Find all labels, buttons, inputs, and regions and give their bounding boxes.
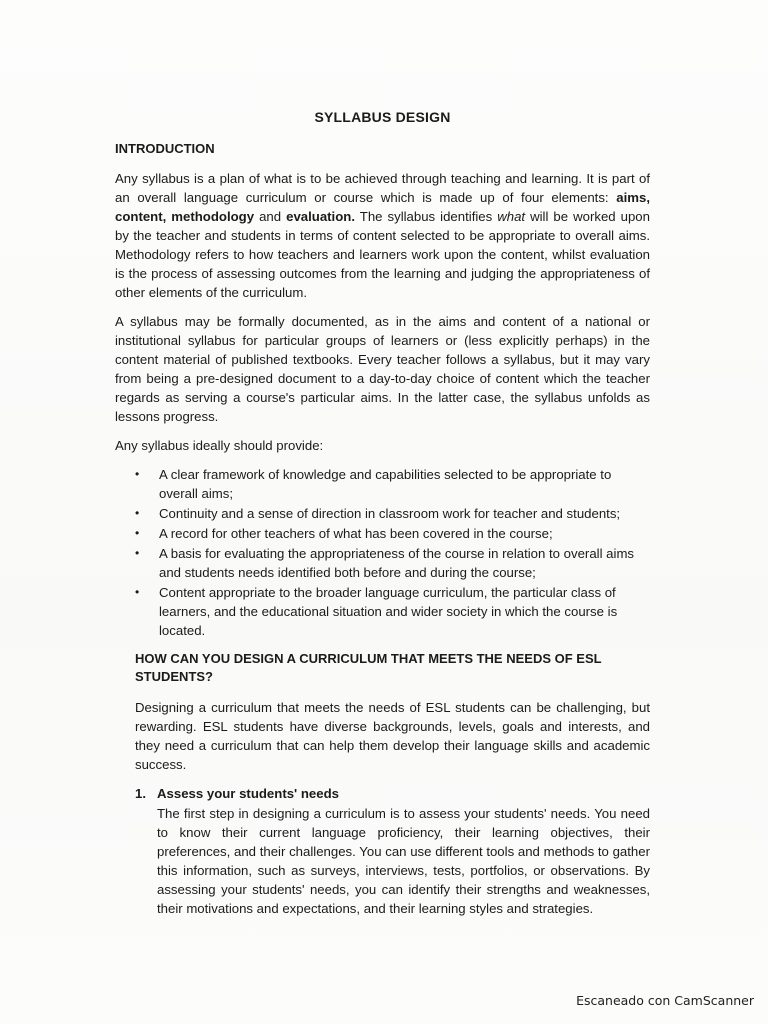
esl-curriculum-heading: HOW CAN YOU DESIGN A CURRICULUM THAT MEETS THE NEEDS OF ESL STUDENTS? <box>135 651 602 684</box>
step-1-body: The first step in designing a curriculum is to assess your students' needs. You need to know their current language proficiency, their learning objectives, their preferences, and their challenges. You can use different tools and methods to gather this information, such as surveys, interviews, tests, portfolios, or observations. By assessing your students' needs, you can identify their strengths and weaknesses, their motivations and expectations, and their learning styles and strategies. <box>157 806 650 916</box>
intro-p1-part1: Any syllabus is a plan of what is to be achieved through teaching and learning. It is part of an overall language curriculum or course which is made up of four elements: <box>115 171 650 205</box>
list-item-text: Content appropriate to the broader language curriculum, the particular class of learners, and the educational situation and wider society in which the course is located. <box>159 585 618 638</box>
list-item-text: Continuity and a sense of direction in classroom work for teacher and students; <box>159 506 621 521</box>
list-item <box>135 524 650 543</box>
document-body <box>115 108 650 918</box>
bullet-icon: • <box>135 467 140 481</box>
intro-p1-part4: will be worked upon by the teacher and students in terms of content selected to be appropriate to overall aims. Methodology refers to how teachers and learners work upon the content, whilst evaluation is the process of assessing outcomes from the learning and judging the appropriateness of other elements of the curriculum. <box>115 209 650 300</box>
list-item <box>135 465 650 503</box>
intro-p1-bold-evaluation: evaluation. <box>286 209 355 224</box>
scanner-watermark: Escaneado con CamScanner <box>576 993 754 1008</box>
step-1-header <box>135 784 650 803</box>
list-item-text: A record for other teachers of what has been covered in the course; <box>159 526 553 541</box>
esl-curriculum-paragraph: Designing a curriculum that meets the needs of ESL students can be challenging, but rewarding. ESL students have diverse backgrounds, levels, goals and interests, and they need a curriculum that can help them develop their language skills and academic success. <box>135 700 650 772</box>
bullet-icon: • <box>135 506 140 520</box>
intro-paragraph-2: A syllabus may be formally documented, as in the aims and content of a national or institutional syllabus for particular groups of learners or (less explicitly perhaps) in the content material of published textbooks. Every teacher follows a syllabus, but it may vary from being a pre-designed document to a day-to-day choice of content which the teacher regards as serving a course's particular aims. In the latter case, the syllabus unfolds as lessons progress. <box>115 314 650 424</box>
step-1 <box>135 784 650 918</box>
step-1-number: 1. <box>135 786 146 801</box>
bullet-icon: • <box>135 526 140 540</box>
provide-intro: Any syllabus ideally should provide: <box>115 438 324 453</box>
syllabus-provides-list <box>135 465 650 640</box>
introduction-heading: INTRODUCTION <box>115 141 215 156</box>
bullet-icon: • <box>135 585 140 599</box>
list-item <box>135 583 650 640</box>
step-1-heading: Assess your students' needs <box>157 786 339 801</box>
bullet-icon: • <box>135 546 140 560</box>
intro-paragraph-1 <box>115 169 650 302</box>
list-item-text: A basis for evaluating the appropriateness of the course in relation to overall aims and students needs identified both before and during the course; <box>159 546 635 580</box>
intro-p1-italic-what: what <box>497 209 526 224</box>
list-item <box>135 504 650 523</box>
intro-p1-bold-elements: aims, content, methodology <box>115 190 650 224</box>
intro-p1-part3: The syllabus identifies <box>355 209 498 224</box>
intro-p1-part2: and <box>254 209 287 224</box>
document-title: SYLLABUS DESIGN <box>314 109 451 125</box>
list-item-text: A clear framework of knowledge and capabilities selected to be appropriate to overall aims; <box>159 467 612 501</box>
list-item <box>135 544 650 582</box>
